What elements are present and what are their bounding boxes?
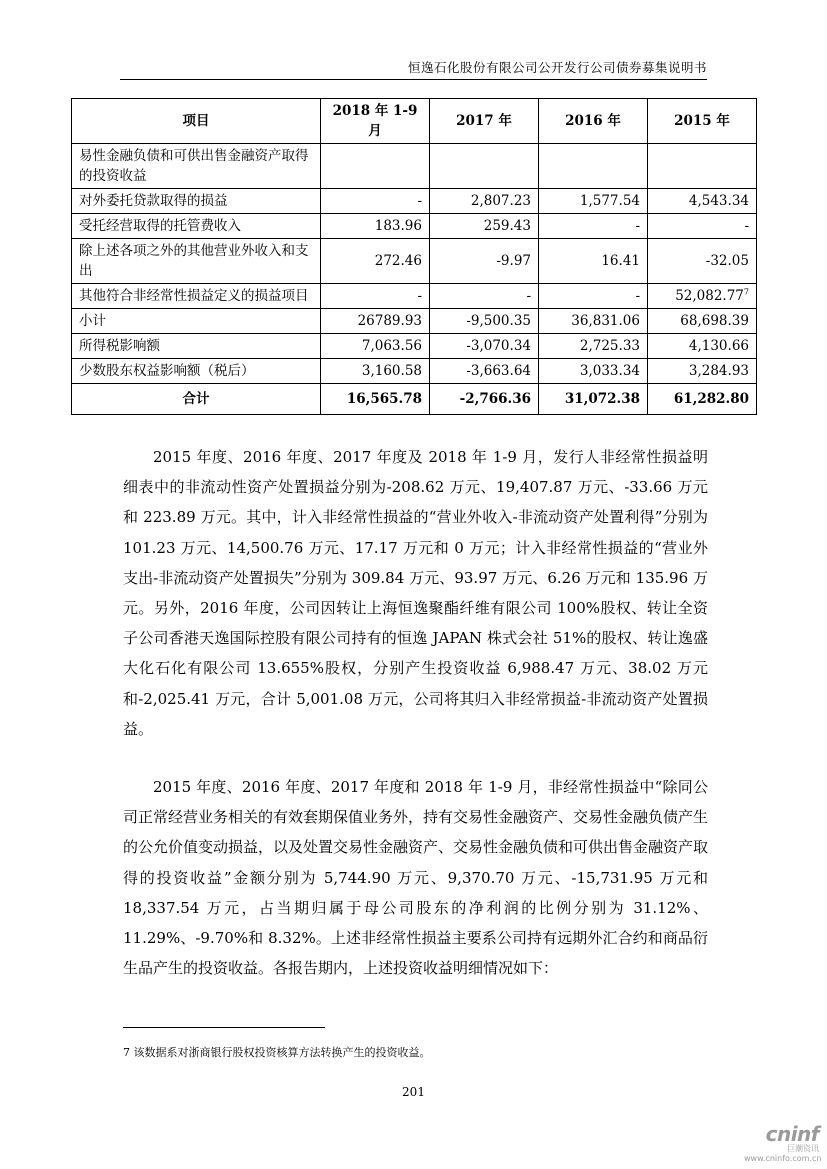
- cell-2018: 3,160.58: [321, 359, 430, 384]
- cell-2016: 36,831.06: [539, 309, 648, 334]
- column-header-2016: 2016 年: [539, 99, 648, 144]
- total-2015: 61,282.80: [648, 384, 757, 415]
- header-divider: [120, 79, 707, 80]
- cell-2015: 4,130.66: [648, 334, 757, 359]
- row-label: 易性金融负债和可供出售金融资产取得的投资收益: [72, 144, 321, 189]
- table-row: [72, 334, 757, 359]
- footnote-divider: [123, 1027, 325, 1028]
- row-label: 其他符合非经常性损益定义的损益项目: [72, 284, 321, 309]
- cell-2016: 3,033.34: [539, 359, 648, 384]
- table-header-row: [72, 99, 757, 144]
- column-header-2017: 2017 年: [430, 99, 539, 144]
- cell-2015: [648, 144, 757, 189]
- table-row: [72, 284, 757, 309]
- cell-2016: [539, 144, 648, 189]
- row-label: 受托经营取得的托管费收入: [72, 214, 321, 239]
- cell-2017: -9.97: [430, 239, 539, 284]
- table-row: [72, 309, 757, 334]
- table-total-row: [72, 384, 757, 415]
- table-row: [72, 239, 757, 284]
- cell-2015: [648, 284, 757, 309]
- column-header-2015: 2015 年: [648, 99, 757, 144]
- table-row: [72, 144, 757, 189]
- body-paragraph-1-container: [123, 442, 708, 744]
- cell-2016: 1,577.54: [539, 189, 648, 214]
- cell-2018: 7,063.56: [321, 334, 430, 359]
- table-row: [72, 359, 757, 384]
- column-header-2018: 2018 年 1-9 月: [321, 99, 430, 144]
- logo-url: www.cninfo.com.cn: [744, 1154, 822, 1163]
- cninfo-logo: [744, 1122, 822, 1163]
- total-2016: 31,072.38: [539, 384, 648, 415]
- row-label: 对外委托贷款取得的损益: [72, 189, 321, 214]
- non-recurring-gains-table: [71, 98, 757, 415]
- cell-2018: 272.46: [321, 239, 430, 284]
- footnote-text: 7 该数据系对浙商银行股权投资核算方法转换产生的投资收益。: [123, 1046, 431, 1059]
- document-header-title: 恒逸石化股份有限公司公开发行公司债券募集说明书: [407, 60, 707, 75]
- cell-2018: 183.96: [321, 214, 430, 239]
- cell-2018: [321, 144, 430, 189]
- page-number: 201: [402, 1085, 425, 1099]
- row-label: 小计: [72, 309, 321, 334]
- cell-2017: -3,663.64: [430, 359, 539, 384]
- cell-2015-value: 52,082.77: [675, 288, 744, 304]
- cell-2015: 3,284.93: [648, 359, 757, 384]
- table-row: [72, 214, 757, 239]
- cell-2018: -: [321, 189, 430, 214]
- body-paragraph: 2015 年度、2016 年度、2017 年度及 2018 年 1-9 月，发行人非经常性损益明细表中的非流动性资产处置损益分别为-208.62 万元、19,407.87 万元、-33.66 万元和 223.89 万元。其中，计入非经常性损益的“营业外收入-非流动资产处置利得”分别为 101.23 万元、14,500.76 万元、17.17 万元和 0 万元；计入非经常性损益的“营业外支出-非流动资产处置损失”分别为 309.84 万元、93.97 万元、6.26 万元和 135.96 万元。另外，2016 年度，公司因转让上海恒逸聚酯纤维有限公司 100%股权、转让全资子公司香港天逸国际控股有限公司持有的恒逸 JAPAN 株式会社 51%的股权、转让逸盛大化石化有限公司 13.655%股权，分别产生投资收益 6,988.47 万元、38.02 万元和-2,025.41 万元，合计 5,001.08 万元，公司将其归入非经常损益-非流动资产处置损益。: [123, 448, 708, 738]
- logo-subtitle: 巨潮资讯: [787, 1144, 819, 1153]
- cell-2016: 16.41: [539, 239, 648, 284]
- cell-2015: -32.05: [648, 239, 757, 284]
- row-label: 少数股东权益影响额（税后）: [72, 359, 321, 384]
- cell-2017: 2,807.23: [430, 189, 539, 214]
- footnote-marker[interactable]: 7: [743, 287, 749, 297]
- table-row: [72, 189, 757, 214]
- total-2017: -2,766.36: [430, 384, 539, 415]
- cell-2016: -: [539, 214, 648, 239]
- total-label: 合计: [72, 384, 321, 415]
- cell-2017: -: [430, 284, 539, 309]
- cell-2017: 259.43: [430, 214, 539, 239]
- cell-2017: [430, 144, 539, 189]
- logo-wordmark: cninf: [765, 1122, 819, 1146]
- cell-2016: 2,725.33: [539, 334, 648, 359]
- column-header-item: 项目: [72, 99, 321, 144]
- total-2018: 16,565.78: [321, 384, 430, 415]
- body-paragraph: 2015 年度、2016 年度、2017 年度和 2018 年 1-9 月，非经常性损益中“除同公司正常经营业务相关的有效套期保值业务外，持有交易性金融资产、交易性金融负债产生的公允价值变动损益，以及处置交易性金融资产、交易性金融负债和可供出售金融资产取得的投资收益”金额分别为 5,744.90 万元、9,370.70 万元、-15,731.95 万元和 18,337.54 万元，占当期归属于母公司股东的净利润的比例分别为 31.12%、11.29%、-9.70%和 8.32%。上述非经常性损益主要系公司持有远期外汇合约和商品衍生品产生的投资收益。各报告期内，上述投资收益明细情况如下：: [123, 778, 709, 978]
- cell-2015: -: [648, 214, 757, 239]
- cell-2017: -3,070.34: [430, 334, 539, 359]
- body-paragraph-2-container: [123, 772, 708, 983]
- cell-2016: -: [539, 284, 648, 309]
- row-label: 所得税影响额: [72, 334, 321, 359]
- row-label: 除上述各项之外的其他营业外收入和支出: [72, 239, 321, 284]
- cell-2017: -9,500.35: [430, 309, 539, 334]
- cell-2015: 68,698.39: [648, 309, 757, 334]
- cell-2015: 4,543.34: [648, 189, 757, 214]
- cell-2018: 26789.93: [321, 309, 430, 334]
- cell-2018: -: [321, 284, 430, 309]
